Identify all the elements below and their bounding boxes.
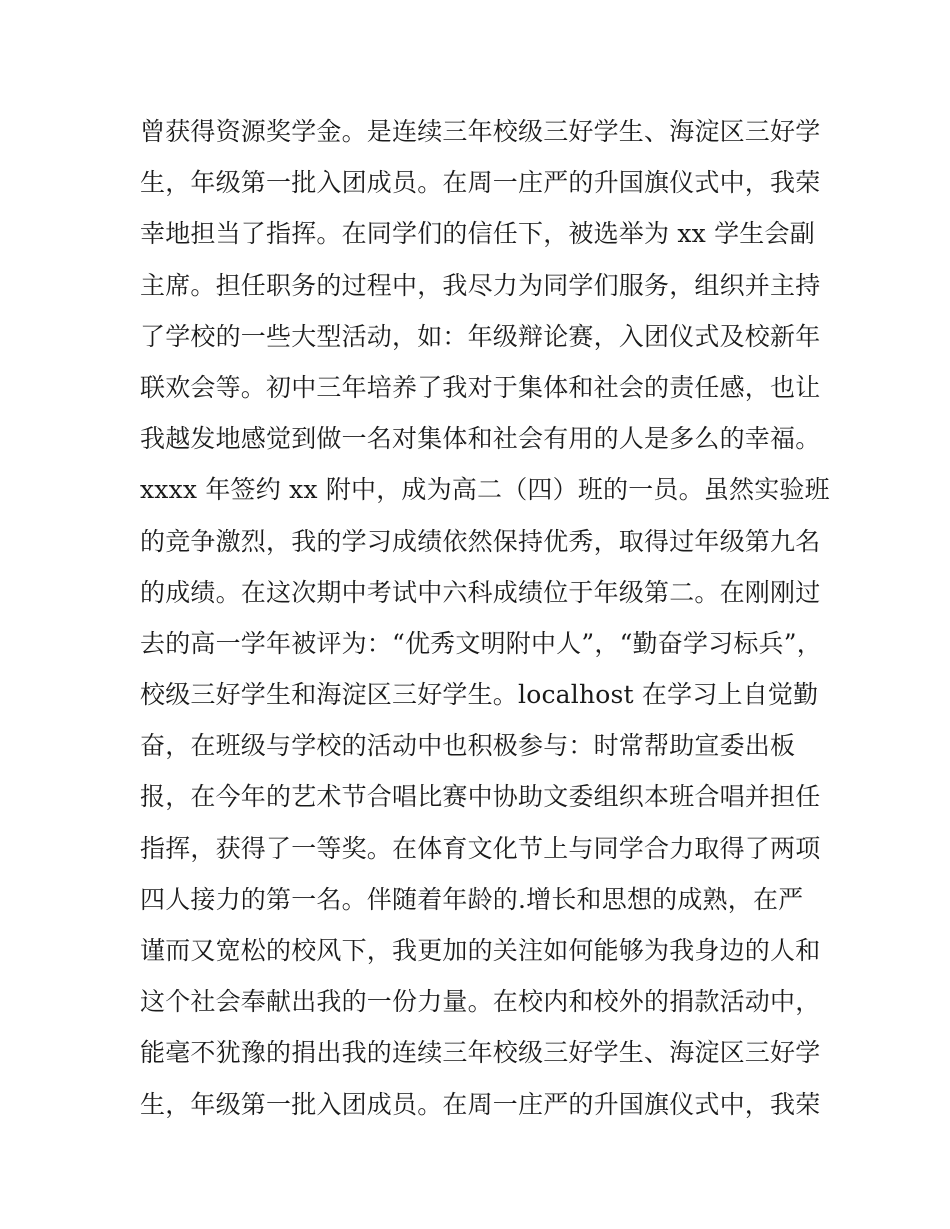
document-body <box>140 106 830 1130</box>
text-line: 谨而又宽松的校风下，我更加的关注如何能够为我身边的人和 <box>140 936 821 965</box>
text-line: 曾获得资源奖学金。是连续三年校级三好学生、海淀区三好学 <box>140 117 821 146</box>
text-line: 生，年级第一批入团成员。在周一庄严的升国旗仪式中，我荣 <box>140 1089 821 1119</box>
text-line: 主席。担任职务的过程中，我尽力为同学们服务，组织并主持 <box>140 270 821 300</box>
text-line: 联欢会等。初中三年培养了我对于集体和社会的责任感，也让 <box>140 372 821 402</box>
text-line: 的成绩。在这次期中考试中六科成绩位于年级第二。在刚刚过 <box>140 577 821 607</box>
text-line: 的竞争激烈，我的学习成绩依然保持优秀，取得过年级第九名 <box>140 526 821 556</box>
text-line: 校级三好学生和海淀区三好学生。localhost 在学习上自觉勤 <box>140 680 819 710</box>
text-line: xxxx 年签约 xx 附中，成为高二（四）班的一员。虽然实验班 <box>140 475 830 505</box>
text-line: 生，年级第一批入团成员。在周一庄严的升国旗仪式中，我荣 <box>140 168 821 198</box>
text-line: 报，在今年的艺术节合唱比赛中协助文委组织本班合唱并担任 <box>140 782 821 812</box>
text-line: 四人接力的第一名。伴随着年龄的.增长和思想的成熟，在严 <box>140 884 804 914</box>
text-line: 奋，在班级与学校的活动中也积极参与：时常帮助宣委出板 <box>140 731 796 761</box>
text-line: 指挥，获得了一等奖。在体育文化节上与同学合力取得了两项 <box>140 833 821 863</box>
text-line: 去的高一学年被评为：“优秀文明附中人”，“勤奋学习标兵”， <box>140 628 822 658</box>
text-line: 这个社会奉献出我的一份力量。在校内和校外的捐款活动中， <box>140 987 821 1017</box>
text-line: 能毫不犹豫的捐出我的连续三年校级三好学生、海淀区三好学 <box>140 1038 821 1068</box>
text-line: 幸地担当了指挥。在同学们的信任下，被选举为 xx 学生会副 <box>140 219 815 249</box>
text-line: 我越发地感觉到做一名对集体和社会有用的人是多么的幸福。 <box>140 424 821 454</box>
text-line: 了学校的一些大型活动，如：年级辩论赛，入团仪式及校新年 <box>140 321 821 351</box>
